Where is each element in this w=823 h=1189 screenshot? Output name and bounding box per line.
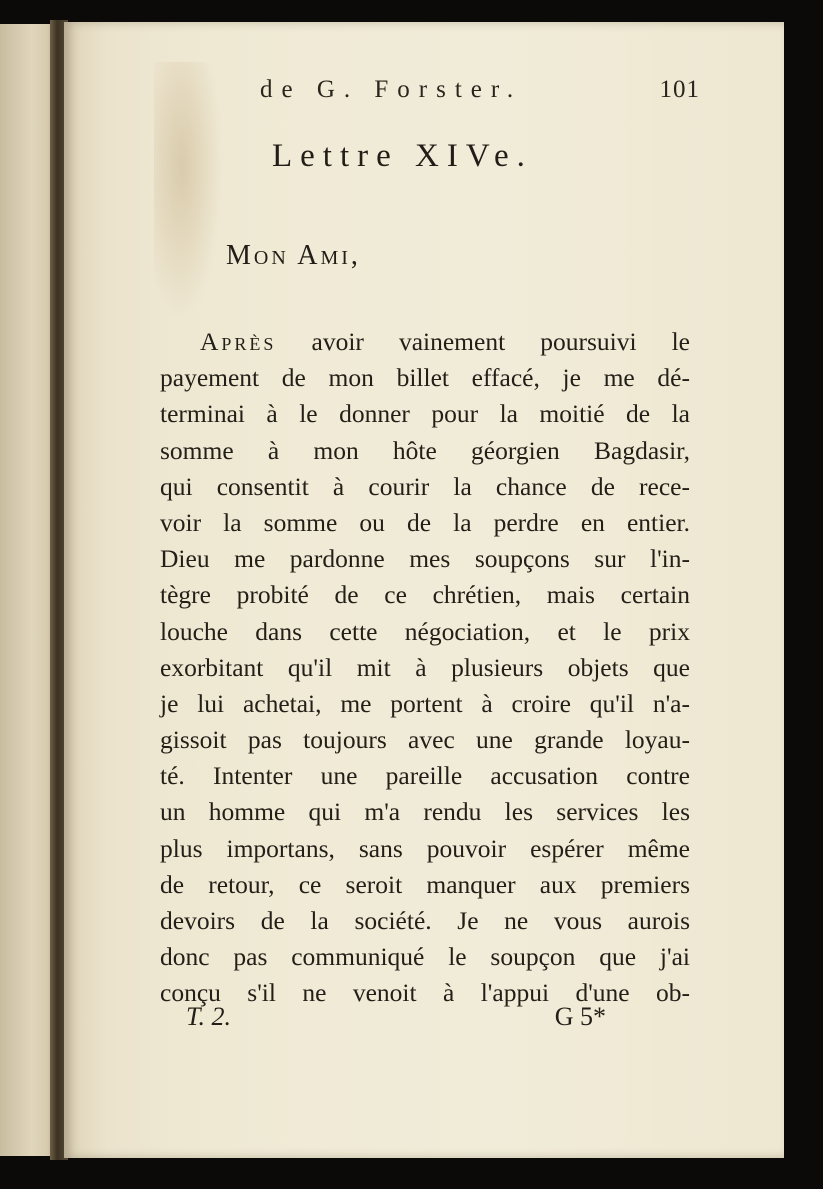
salutation: Mon Ami, xyxy=(226,240,361,271)
page-footer xyxy=(186,1002,606,1038)
line-text: avoir vainement poursuivi le xyxy=(276,327,690,356)
running-head xyxy=(260,76,700,106)
body-line: voir la somme ou de la perdre en entier. xyxy=(160,507,690,537)
body-line: exorbitant qu'il mit à plusieurs objets que xyxy=(160,652,690,682)
signature-mark: G 5* xyxy=(554,1002,606,1031)
volume-mark: T. 2. xyxy=(186,1002,232,1031)
body-line: gissoit pas toujours avec une grande loyau- xyxy=(160,725,690,755)
body-line: plus importans, sans pouvoir espérer même xyxy=(160,833,690,863)
body-line: louche dans cette négociation, et le prix xyxy=(160,616,690,646)
drop-lead-word: Après xyxy=(200,327,277,356)
running-head-title: de G. Forster. xyxy=(260,76,523,103)
body-line: donc pas communiqué le soupçon que j'ai xyxy=(160,942,690,972)
letter-body xyxy=(160,324,690,1012)
body-line: je lui achetai, me portent à croire qu'il n'a- xyxy=(160,688,690,718)
body-line xyxy=(160,324,690,360)
letter-title: Lettre XIVe. xyxy=(272,138,533,174)
body-line: Dieu me pardonne mes soupçons sur l'in- xyxy=(160,544,690,574)
body-line: qui consentit à courir la chance de rece- xyxy=(160,471,690,501)
body-line: de retour, ce seroit manquer aux premiers xyxy=(160,869,690,899)
page-number: 101 xyxy=(659,76,700,103)
body-line: un homme qui m'a rendu les services les xyxy=(160,797,690,827)
paper-stain xyxy=(154,62,224,322)
body-line: tègre probité de ce chrétien, mais certain xyxy=(160,580,690,610)
body-line: devoirs de la société. Je ne vous aurois xyxy=(160,906,690,935)
body-line: té. Intenter une pareille accusation contre xyxy=(160,761,690,791)
body-line: payement de mon billet effacé, je me dé- xyxy=(160,363,690,393)
body-line: somme à mon hôte géorgien Bagdasir, xyxy=(160,435,690,465)
body-line: conçu s'il ne venoit à l'appui d'une ob- xyxy=(160,978,690,1008)
body-line: terminai à le donner pour la moitié de la xyxy=(160,399,690,429)
